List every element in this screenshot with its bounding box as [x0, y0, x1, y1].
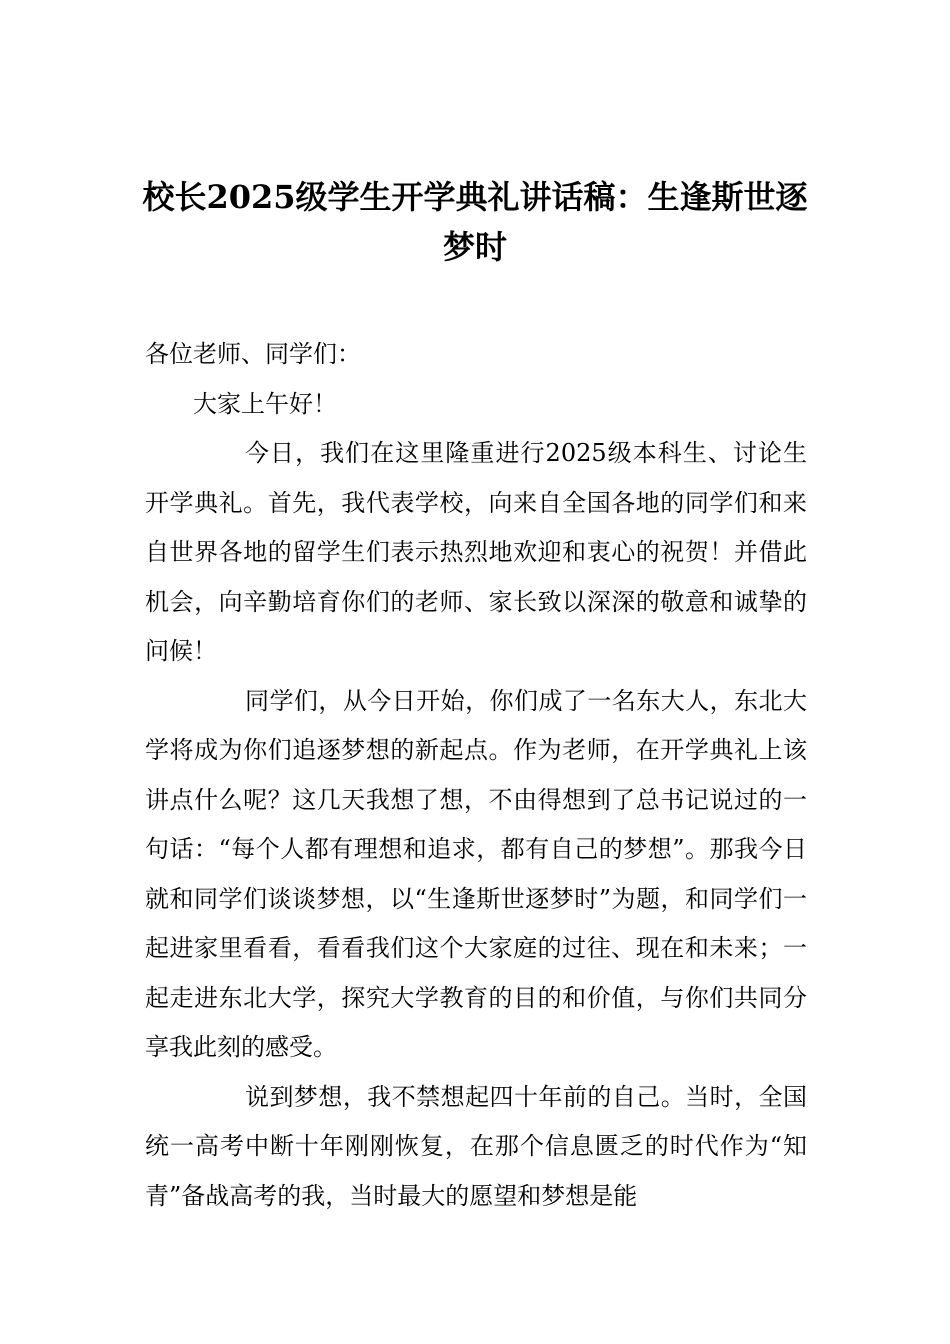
document-title: 校长2025级学生开学典礼讲话稿：生逢斯世逐梦时 — [142, 178, 808, 266]
paragraph: 同学们，从今日开始，你们成了一名东大人，东北大学将成为你们追逐梦想的新起点。作为老师，在开学典礼上该讲点什么呢？这几天我想了想，不由得想到了总书记说过的一句话：“每个人都有理想和追求，都有自己的梦想”。那我今日就和同学们谈谈梦想，以“生逢斯世逐梦时”为题，和同学们一起进家里看看，看看我们这个大家庭的过往、现在和未来；一起走进东北大学，探究大学教育的目的和价值，与你们共同分享我此刻的感受。 — [145, 686, 807, 1061]
paragraph: 说到梦想，我不禁想起四十年前的自己。当时，全国统一高考中断十年刚刚恢复，在那个信息匮乏的时代作为“知青”备战高考的我，当时最大的愿望和梦想是能 — [145, 1082, 807, 1210]
greeting: 大家上午好！ — [193, 389, 337, 418]
salutation: 各位老师、同学们： — [145, 340, 361, 368]
document-body — [145, 330, 807, 1221]
paragraph: 今日，我们在这里隆重进行2025级本科生、讨论生开学典礼。首先，我代表学校，向来自全国各地的同学们和来自世界各地的留学生们表示热烈地欢迎和衷心的祝贺！并借此机会，向辛勤培育你们的老师、家长致以深深的敬意和诚挚的问候！ — [145, 439, 807, 665]
